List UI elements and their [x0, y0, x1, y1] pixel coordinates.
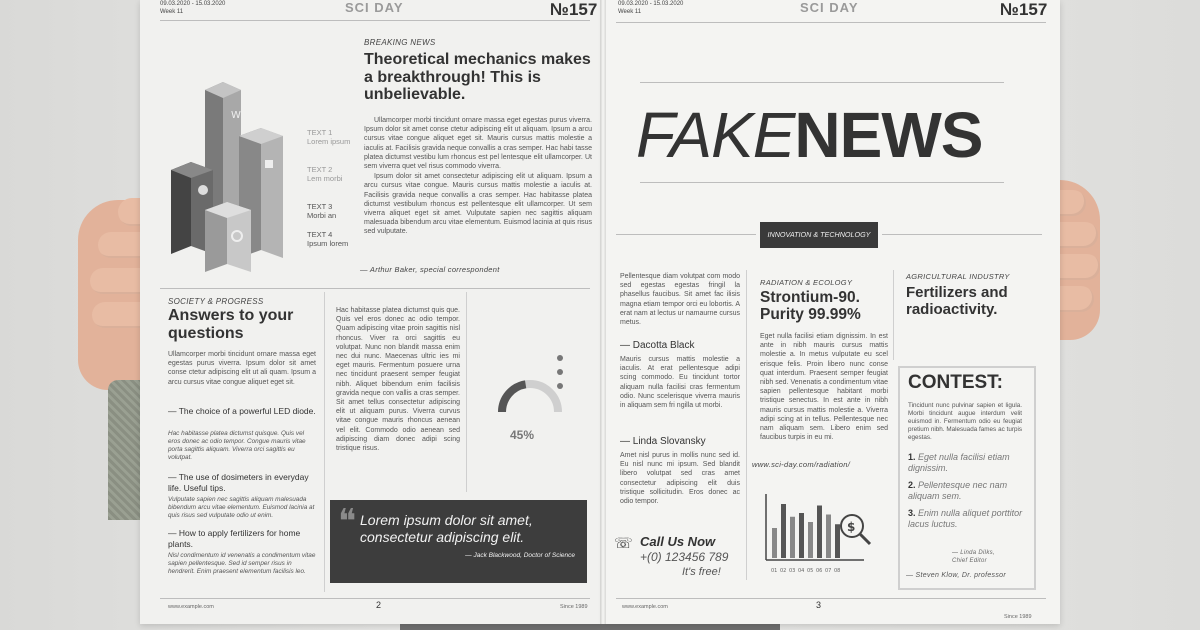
header-rule [616, 22, 1046, 23]
bar [835, 524, 840, 558]
left-dateline [160, 0, 225, 16]
w-logo-icon: W [231, 110, 241, 121]
label-title: TEXT 1 [307, 128, 333, 137]
tick-label: 02 [780, 568, 787, 574]
bar [781, 504, 786, 558]
page-number: 3 [816, 600, 822, 610]
radiation-url: www.sci-day.com/radiation/ [752, 460, 851, 469]
item-number: 1. [908, 452, 916, 462]
label-title: TEXT 2 [307, 165, 333, 174]
header-rule [160, 20, 590, 21]
label-sub: Morbi an [307, 211, 337, 220]
item-number: 2. [908, 480, 916, 490]
middle-column-text: Hac habitasse platea dictumst quis que. Quis vel eros donec ac odio tempor. Quam adipiscing vitae proin sagittis nisl rhoncus. Viver ra orci sagittis eu volutpat. Nunc non blandit massa enim nec dui nunc. Maecenas ultric ies mi eget mauris. Fermentum posuere urna nec tincidunt praesent semper feugiat nibh. Aliquet bibendum enim facilisis gravida neque con vallis a cras semper. Sit amet tellus consectetur adipiscing elit ut aliquam purus. Viverra curvus vitae congue mauris rhoncus aenean vel elit. Commodo odio aenean sed adipiscing diam donec adipi scing tristique risus. [336, 307, 460, 453]
bar [790, 517, 795, 558]
paragraph: Ullamcorper morbi tincidunt ornare massa eget egestas purus viverra. Ipsum dolor sit amet conse ctetur adipiscing elit ut aliquam. Ipsum a arcu cursus vitae congue aliquet eget sit. Mauris cursus mattis molestie a iaculis at. Facilisis gravida neque convallis a cras semper. Hac habi tasse platea dictumst vestibu lum rhoncus est pel lentesque elit ullamcorper. Ut sem viverra quet vel risus commodo viverra. [364, 117, 592, 171]
right-dateline [618, 0, 683, 16]
label-sub: Lorem ipsum [307, 137, 351, 146]
quote-box [330, 500, 587, 583]
fake-word: FAKE [636, 99, 795, 171]
week-label: Week 11 [618, 9, 642, 15]
item-text: Pellentesque nec nam aliquam sem. [908, 480, 1008, 501]
footer-url: www.example.com [622, 604, 668, 610]
editor-signature: — Linda Dilks, Chief Editor [952, 550, 995, 564]
quote-mark-icon: ❝ [338, 502, 357, 542]
page-number: 2 [376, 600, 382, 610]
chart-label-3 [307, 202, 336, 220]
bar-chart [760, 490, 880, 578]
footer-url: www.example.com [168, 604, 214, 610]
week-label: Week 11 [160, 9, 184, 15]
title-rule [640, 82, 1004, 83]
main-headline: Theoretical mechanics makes a breakthrough! This is unbelievable. [364, 51, 591, 104]
bar [817, 506, 822, 559]
qa-question: — How to apply fertilizers for home plants. [168, 528, 301, 549]
byline: — Arthur Baker, special correspondent [360, 265, 500, 274]
qa-question: — The use of dosimeters in everyday life. Useful tips. [168, 472, 309, 493]
news-word: NEWS [794, 99, 983, 171]
column-rule [466, 292, 467, 492]
date-range: 09.03.2020 - 15.03.2020 [160, 1, 226, 7]
dot [557, 355, 563, 361]
footer-rule [616, 598, 1046, 599]
dot [557, 369, 563, 375]
tick-label: 08 [834, 568, 841, 574]
since-label: Since 1989 [1004, 614, 1032, 620]
label-title: TEXT 4 [307, 230, 333, 239]
chart-label-2 [307, 165, 342, 183]
contest-title: CONTEST: [908, 372, 1003, 393]
tick-label: 06 [816, 568, 823, 574]
tick-label: 05 [807, 568, 814, 574]
item-text: Enim nulla aliquet porttitor lacus luctus. [908, 508, 1023, 529]
radiation-text: Eget nulla facilisi etiam dignissim. In est ante in nibh mauris cursus mattis molestie a. In metus vulputate eu scel erisque felis. Proin libero nunc conse quat interdum. Praesent semper feugiat nibh sed. Venenatis a condimentum vitae sapien pellentesque habitant morbi tristique senectus. In est ante in nibh mauris cursus mattis molestie a. Viverra adipi scing at in tellus. Pellentesque nec nam aliquam sem. Libero enim sed faucibus turpis in eu mi. [760, 333, 888, 442]
dollar-icon: $ [847, 520, 856, 534]
bar [826, 515, 831, 559]
tick-label: 01 [771, 568, 778, 574]
tag-rule [616, 234, 756, 235]
dot [557, 383, 563, 389]
quote-text: Lorem ipsum dolor sit amet, consectetur adipiscing elit. [360, 512, 533, 545]
footer-rule [160, 598, 590, 599]
phone-number: +(0) 123456 789 [640, 550, 729, 564]
society-kicker: SOCIETY & PROGRESS [168, 297, 264, 306]
left-masthead [345, 0, 404, 15]
item-number: 3. [908, 508, 916, 518]
col1-text3: Amet nisl purus in mollis nunc sed id. Eu nisl nunc mi ipsum. Sed blandit libero volutpat sed cras amet consectetur adipiscing elit duis tristique sollicitudin. Eros donec ac odio tempor. [620, 452, 740, 506]
issue-number: №157 [550, 0, 598, 19]
masthead-text: SCI DAY [345, 0, 404, 15]
column-rule [324, 292, 325, 592]
fake-news-title [636, 100, 982, 170]
chart-label-4 [307, 230, 348, 248]
free-label: It's free! [682, 566, 721, 578]
professor-signature: — Steven Klow, Dr. professor [906, 572, 1006, 579]
gauge-fill [502, 384, 526, 412]
agri-kicker: AGRICULTURAL INDUSTRY [906, 272, 1010, 281]
society-lead: Ullamcorper morbi tincidunt ornare massa eget egestas purus viverra. Ipsum dolor sit amet conse ctetur adipiscing elit ut ali quam. Ipsum a arcu cursus vitae congue aliquet eget sit. [168, 351, 316, 386]
tick-label: 04 [798, 568, 805, 574]
radiation-headline: Strontium-90. Purity 99.99% [760, 289, 861, 324]
chart-label-1 [307, 128, 350, 146]
title-rule [640, 182, 1004, 183]
chart-icon [265, 160, 273, 168]
item-text: Eget nulla facilisi etiam dignissim. [908, 452, 1010, 473]
gauge-value: 45% [510, 428, 535, 442]
breaking-kicker: BREAKING NEWS [364, 38, 436, 47]
contest-item [908, 508, 1026, 530]
phone-icon: ☏ [614, 535, 633, 552]
qa-answer: Nisl condimentum id venenatis a condimentum vitae sapien pellentesque. Sed id semper risus in hendrerit. Enim praesent elementum facilisis leo. [168, 552, 316, 575]
column-rule [893, 270, 894, 360]
section-rule [160, 288, 590, 289]
magnifier-handle [860, 534, 870, 544]
agri-headline: Fertilizers and radioactivity. [906, 284, 1008, 318]
call-now: Call Us Now [640, 534, 716, 549]
qa-answer: Vulputate sapien nec sagittis aliquam malesuada bibendum arcu vitae elementum. Euismod lacinia at quis risus sed vulputate odio ut enim. [168, 496, 315, 519]
qa-answer: Hac habitasse platea dictumst quisque. Quis vel eros donec ac odio tempor. Congue mauris vitae porta sagittis aliquam. Viverra orci sagittis eu volutpat. [168, 430, 306, 461]
radiation-kicker: RADIATION & ECOLOGY [760, 278, 853, 287]
bar-front [261, 128, 283, 258]
tick-label: 03 [789, 568, 796, 574]
col1-name: — Linda Slovansky [620, 436, 706, 447]
isometric-bar-chart [165, 78, 305, 273]
col1-text2: Mauris cursus mattis molestie a iaculis. At erat pellentesque adipi scing commodo. Eu tincidunt tortor aliquam nulla facilisi cras fermentum odio. Nunc scelerisque viverra mauris in aliquam sem fri ngilla ut morbi. [620, 356, 740, 410]
label-title: TEXT 3 [307, 202, 333, 211]
center-fold [600, 0, 606, 624]
lead-article [364, 116, 592, 238]
bar [799, 513, 804, 558]
qa-question: — The choice of a powerful LED diode. [168, 406, 316, 416]
label-sub: Lem morbi [307, 174, 343, 183]
quote-author: — Jack Blackwood, Doctor of Science [465, 552, 575, 559]
date-range: 09.03.2020 - 15.03.2020 [618, 1, 684, 7]
contest-item [908, 452, 1026, 474]
gauge [492, 352, 582, 452]
col1-text: Pellentesque diam volutpat com modo sed egestas egestas fringil la phasellus faucibus. Sit amet fac ilisis magna etiam tempor orci eu lobortis. A erat nam at lectus ur namaurne cursus metus. [620, 273, 740, 327]
label-sub: Ipsum lorem [307, 239, 349, 248]
right-masthead [800, 0, 859, 15]
bar [808, 522, 813, 558]
issue-number: №157 [1000, 0, 1048, 19]
masthead-text: SCI DAY [800, 0, 859, 15]
tick-label: 07 [825, 568, 832, 574]
contest-intro: Tincidunt nunc pulvinar sapien et ligula. Morbi tincidunt augue interdum velit euismod in. Fermentum odio eu feugiat pretium nibh. Malesuada fames ac turpis egestas. [908, 402, 1022, 441]
col1-name: — Dacotta Black [620, 340, 695, 351]
bar [772, 528, 777, 558]
section-tag: INNOVATION & TECHNOLOGY [760, 222, 878, 248]
since-label: Since 1989 [560, 604, 588, 610]
column-rule [746, 270, 747, 580]
cloud-icon [198, 185, 208, 195]
contest-item [908, 480, 1026, 502]
society-headline: Answers to your questions [168, 307, 294, 342]
tag-rule [882, 234, 1042, 235]
paragraph: Ipsum dolor sit amet consectetur adipiscing elit ut aliquam. Ipsum a arcu cursus vitae congue. Mauris cursus mattis molestie a iaculis at. Facilisis gravida neque convallis a cras semper. Hac habitasse platea dictumst vestibulum rhoncus est pellentesque elit ullamcorper. Ut sem viverra aliquet eget sit amet. Vulputate sapien nec sagittis aliquam malesuada bibendum arcu vitae elementum. Euismod lacinia at quis risus sed vulputate. [364, 173, 593, 236]
